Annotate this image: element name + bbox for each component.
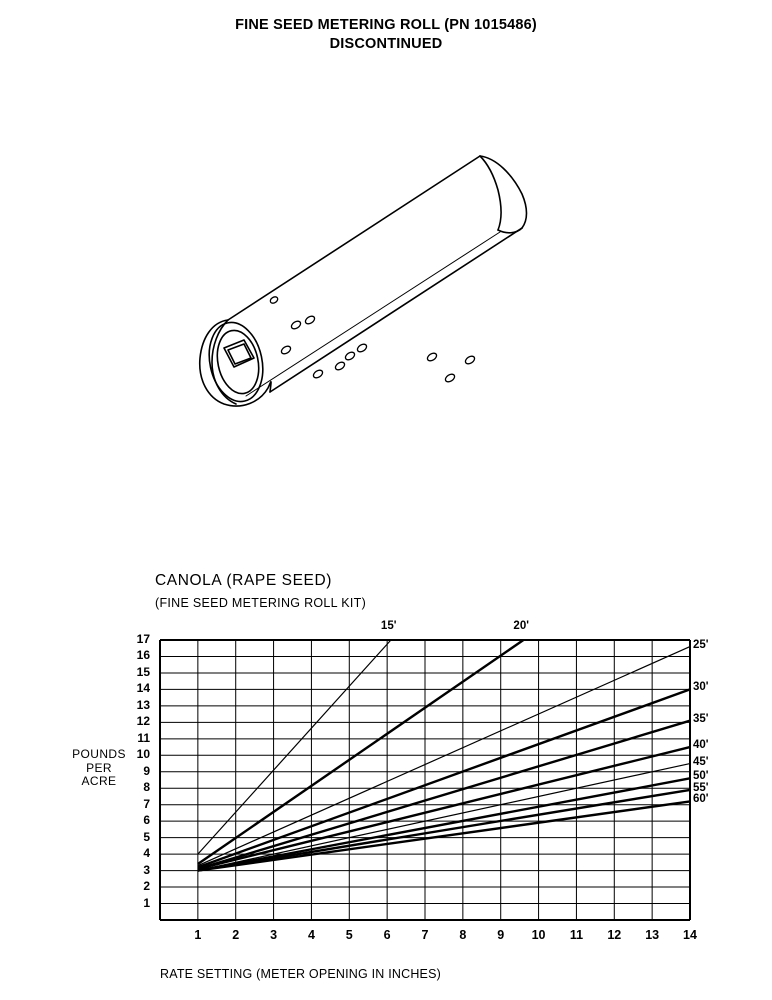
metering-roll-svg (150, 120, 620, 450)
series-label: 45' (693, 755, 709, 768)
x-axis-tick-label: 2 (232, 928, 240, 942)
x-axis-label: RATE SETTING (METER OPENING IN INCHES) (160, 967, 441, 981)
series-line (198, 689, 690, 867)
series-label: 55' (693, 781, 709, 794)
page-title (0, 16, 772, 54)
series-label: 20' (513, 620, 529, 632)
x-axis-tick-label: 7 (421, 928, 429, 942)
x-axis-tick-label: 5 (345, 928, 353, 942)
y-axis-tick-label: 13 (136, 697, 150, 712)
chart-title: CANOLA (RAPE SEED) (155, 572, 333, 589)
y-axis-tick-label: 10 (136, 747, 150, 762)
y-axis-tick-label: 1 (143, 895, 150, 910)
title-line-1: FINE SEED METERING ROLL (PN 1015486) (235, 17, 537, 33)
x-axis-tick-label: 9 (497, 928, 505, 942)
series-line (198, 790, 690, 871)
chart-subtitle: (FINE SEED METERING ROLL KIT) (155, 596, 367, 610)
series-label: 35' (693, 712, 709, 725)
x-axis-tick-label: 13 (645, 928, 660, 942)
metering-roll-illustration (150, 120, 620, 450)
x-axis-tick-label: 10 (531, 928, 546, 942)
x-axis-tick-label: 8 (459, 928, 467, 942)
y-axis-label-line-2: PER (86, 760, 112, 775)
y-axis-label-line-1: POUNDS (72, 747, 126, 761)
series-line (198, 721, 690, 869)
series-label: 25' (693, 638, 709, 651)
y-axis-tick-label: 8 (143, 780, 150, 795)
series-label: 15' (380, 620, 397, 632)
y-axis-tick-label: 14 (136, 681, 150, 696)
x-axis-tick-label: 12 (607, 928, 622, 942)
series-line (198, 647, 690, 866)
y-axis-tick-label: 3 (143, 862, 150, 877)
y-axis-label-line-3: ACRE (81, 774, 117, 788)
series-label: 40' (693, 739, 709, 752)
chart-svg (0, 620, 772, 980)
x-axis-tick-label: 6 (383, 928, 391, 942)
y-axis-tick-label: 7 (143, 796, 150, 811)
series-line (198, 640, 391, 854)
series-label: 30' (693, 681, 709, 694)
x-axis-tick-label: 14 (683, 928, 697, 942)
y-axis-tick-label: 17 (136, 632, 150, 646)
x-axis-tick-label: 4 (307, 928, 315, 942)
series-line (198, 747, 690, 869)
x-axis-tick-label: 1 (194, 928, 202, 942)
y-axis-tick-label: 12 (136, 714, 150, 729)
y-axis-tick-label: 6 (143, 813, 150, 828)
chart-plot-area (0, 620, 772, 980)
series-label: 60' (693, 793, 709, 806)
y-axis-tick-label: 9 (143, 763, 150, 778)
y-axis-tick-label: 16 (136, 648, 150, 663)
y-axis-tick-label: 11 (137, 730, 150, 745)
y-axis-tick-label: 4 (143, 846, 150, 861)
y-axis-tick-label: 5 (143, 829, 150, 844)
series-line (198, 778, 690, 870)
y-axis-tick-label: 15 (136, 664, 150, 679)
x-axis-tick-label: 3 (270, 928, 278, 942)
x-axis-tick-label: 11 (569, 928, 584, 942)
series-label: 50' (693, 770, 709, 783)
y-axis-tick-label: 2 (143, 879, 150, 894)
title-line-2: DISCONTINUED (329, 36, 443, 52)
